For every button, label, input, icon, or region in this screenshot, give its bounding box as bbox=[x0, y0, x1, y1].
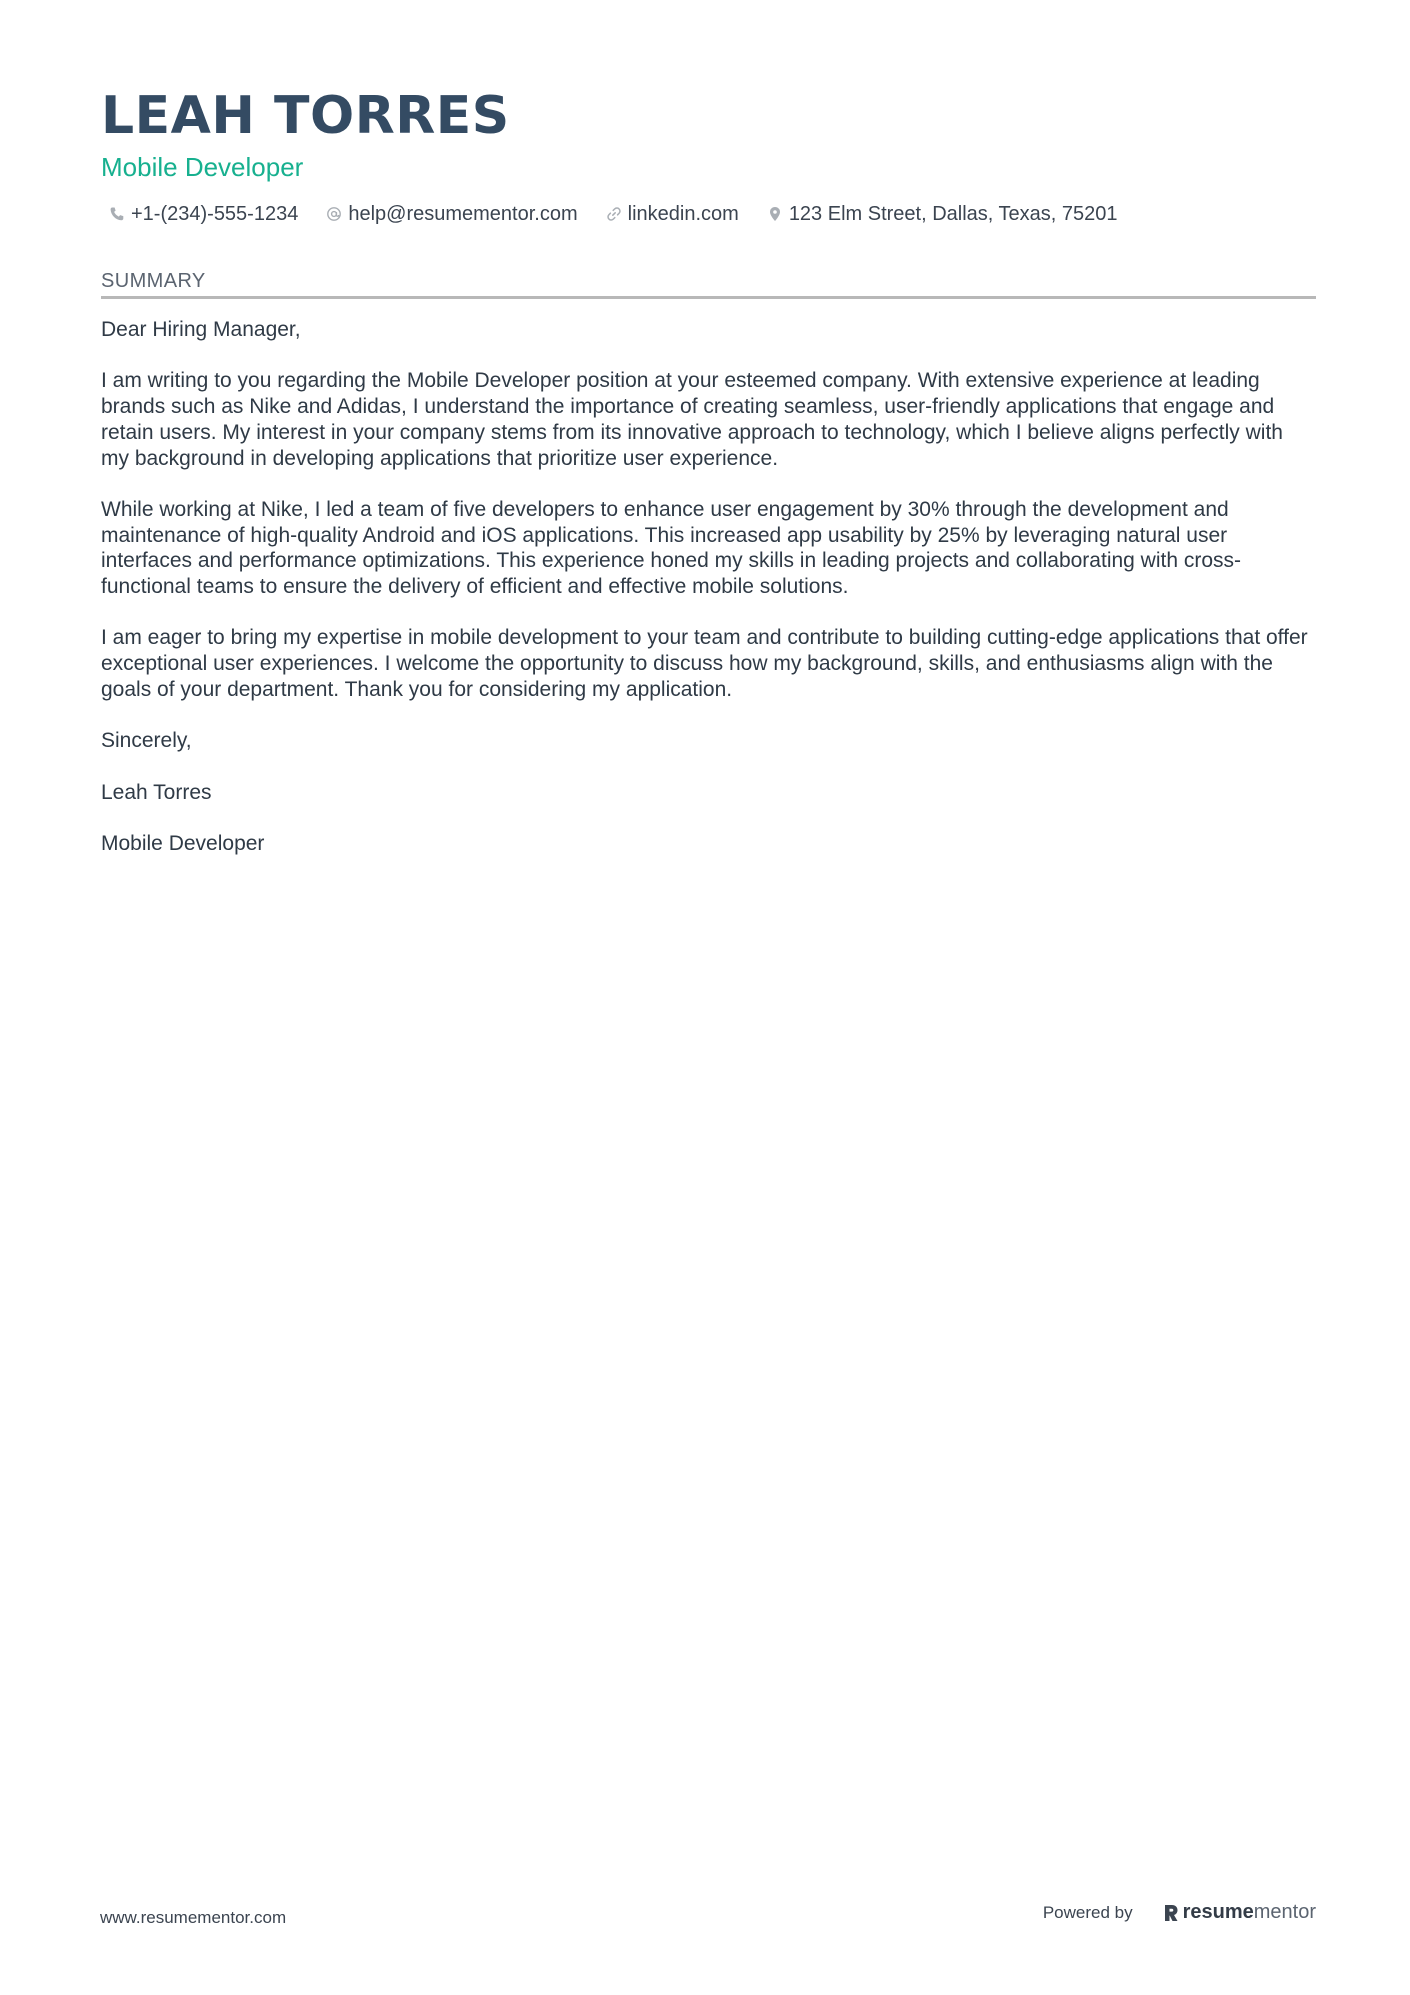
footer-branding bbox=[1043, 1901, 1316, 1924]
paragraph-3: I am eager to bring my expertise in mobile development to your team and contribute to building cutting-edge applications that offer exceptional user experiences. I welcome the opportunity to discuss how my background, skills, and enthusiasms align with the goals of your department. Thank you for considering my application. bbox=[101, 626, 1308, 701]
section-divider bbox=[101, 296, 1316, 299]
candidate-role: Mobile Developer bbox=[101, 152, 304, 182]
paragraph-1: I am writing to you regarding the Mobile Developer position at your esteemed company. With extensive experience at leading brands such as Nike and Adidas, I understand the importance of creating seamless, user-friendly applications that engage and retain users. My interest in your company stems from its innovative approach to technology, which I believe aligns perfectly with my background in developing applications that prioritize user experience. bbox=[101, 369, 1283, 470]
address-text: 123 Elm Street, Dallas, Texas, 75201 bbox=[788, 203, 1118, 225]
cover-letter-page bbox=[101, 84, 1316, 882]
linkedin-text: linkedin.com bbox=[627, 203, 739, 225]
email-text: help@resumementor.com bbox=[348, 203, 578, 225]
resumementor-logo-icon bbox=[1163, 1903, 1179, 1923]
contact-bar bbox=[101, 200, 1316, 228]
powered-by-label: Powered by bbox=[1042, 1902, 1133, 1922]
phone-icon bbox=[109, 206, 125, 222]
brand-text-bold: resume bbox=[1182, 1901, 1254, 1923]
contact-phone[interactable] bbox=[109, 200, 298, 228]
contact-email[interactable] bbox=[326, 200, 577, 228]
candidate-name: LEAH TORRES bbox=[101, 86, 510, 146]
link-icon bbox=[606, 206, 622, 222]
summary-heading: SUMMARY bbox=[101, 270, 206, 292]
contact-linkedin[interactable] bbox=[606, 200, 739, 228]
brand-text-light: mentor bbox=[1253, 1901, 1316, 1923]
brand-logo[interactable] bbox=[1163, 1901, 1316, 1924]
at-icon bbox=[326, 206, 342, 222]
greeting: Dear Hiring Manager, bbox=[101, 318, 301, 341]
contact-address bbox=[767, 200, 1118, 228]
paragraph-2: While working at Nike, I led a team of five developers to enhance user engagement by 30% through the development and maintenance of high-quality Android and iOS applications. This increased app usability by 25% by leveraging natural user interfaces and performance optimizations. This experience honed my skills in leading projects and collaborating with cross-functional teams to ensure the delivery of efficient and effective mobile solutions. bbox=[101, 497, 1242, 598]
closing: Sincerely, bbox=[101, 729, 192, 753]
signature-title: Mobile Developer bbox=[101, 831, 265, 855]
phone-text: +1-(234)-555-1234 bbox=[131, 203, 299, 225]
letter-body bbox=[101, 317, 1316, 857]
signature-name: Leah Torres bbox=[101, 780, 212, 804]
location-pin-icon bbox=[767, 206, 783, 222]
footer-website[interactable]: www.resumementor.com bbox=[100, 1908, 287, 1927]
